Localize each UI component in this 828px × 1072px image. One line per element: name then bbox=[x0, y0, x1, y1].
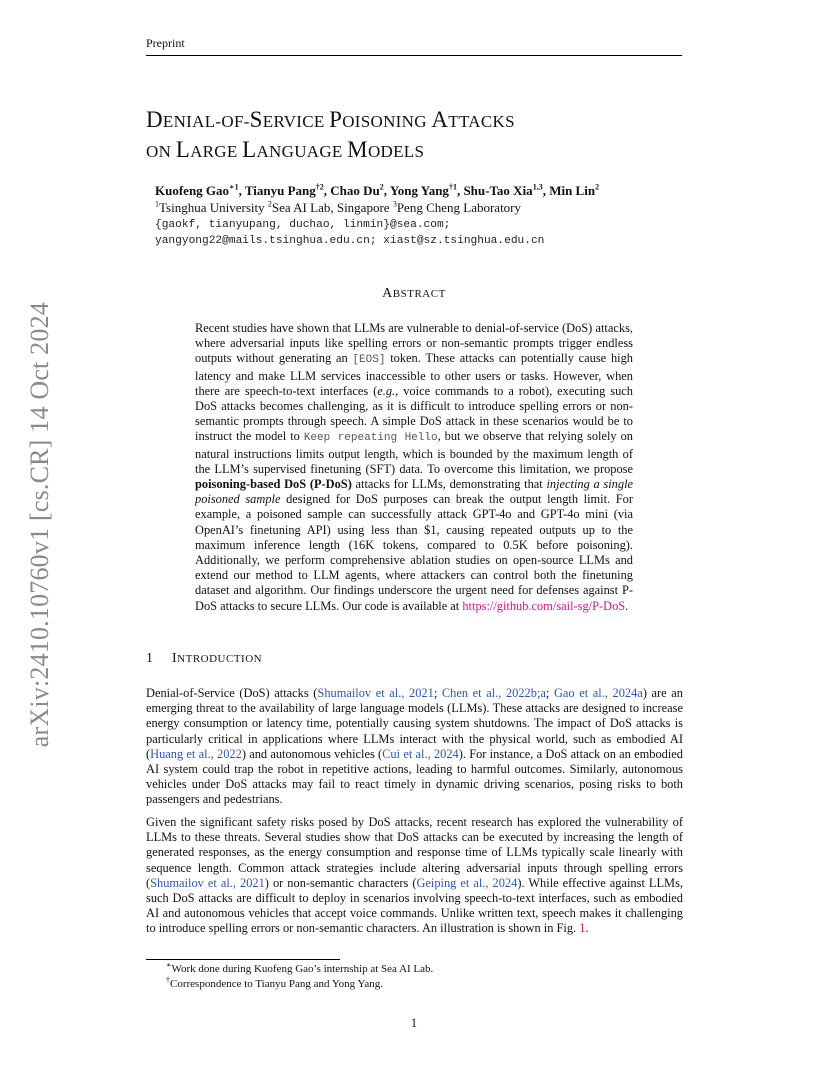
text-run: ) or non-semantic characters ( bbox=[264, 875, 417, 890]
citation-link[interactable]: Cui et al., 2024 bbox=[382, 746, 459, 761]
text-run: Denial-of-Service (DoS) attacks ( bbox=[146, 686, 318, 700]
author-mark: †1 bbox=[448, 182, 457, 192]
italic-eg: e.g., bbox=[377, 383, 399, 398]
citation-link[interactable]: Shumailov et al., 2021 bbox=[150, 875, 265, 890]
section-heading-introduction bbox=[146, 651, 686, 667]
footnotes bbox=[166, 962, 686, 992]
author-name: Chao Du bbox=[330, 183, 380, 198]
title-smallcaps: OISONING bbox=[342, 112, 432, 131]
abstract-text bbox=[195, 321, 633, 614]
title-cap: A bbox=[431, 107, 449, 132]
arxiv-stamp-text: arXiv:2410.10760v1 [cs.CR] 14 Oct 2024 bbox=[25, 302, 54, 748]
citation-link[interactable]: Huang et al., 2022 bbox=[150, 746, 242, 761]
author-block bbox=[155, 182, 695, 249]
text-run: token. These attacks can potentially cause high latency and make LLM services inaccessible to other users or tasks. However, when there are speech-to-text interfaces ( bbox=[195, 351, 633, 398]
footnote-mark: † bbox=[166, 975, 170, 985]
footnote-rule bbox=[146, 959, 340, 960]
text-run: ; bbox=[433, 686, 442, 700]
text-run: ; bbox=[545, 686, 554, 700]
author-name: Tianyu Pang bbox=[244, 183, 316, 198]
author-mark: 2 bbox=[595, 182, 600, 192]
text-run: designed for DoS purposes can break the output length limit. For example, a poisoned sample can successfully attack GPT-4o and GPT-4o mini (via OpenAI’s finetuning API) using less than $1, causing repeated outputs up to the maximum inference length (16K tokens, compared to 0.5K before poisoning). Additionally, we perform comprehensive ablation studies on open-source LLMs and extend our method to LLM agents, where attackers can control both the finetuning dataset and algorithm. Our findings underscore the urgent need for defenses against P-DoS attacks to secure LLMs. Our code is available at bbox=[195, 492, 633, 613]
text-run: . bbox=[625, 598, 629, 613]
arxiv-stamp bbox=[20, 290, 60, 760]
title-cap: M bbox=[347, 137, 368, 162]
title-cap: L bbox=[175, 137, 191, 162]
text-run: ) are an emerging threat to the availability of large language models (LLMs). These attacks are designed to increase energy consumption or latency time, potentially causing system shutdowns. The impact of DoS attacks is particularly critical in applications where LLMs interact with the physical world, such as embodied AI ( bbox=[146, 686, 683, 761]
footnote-text: Work done during Kuofeng Gao’s internship at Sea AI Lab. bbox=[171, 963, 434, 975]
affiliation: Tsinghua University bbox=[159, 200, 268, 215]
title-line-2 bbox=[146, 136, 686, 166]
affiliations bbox=[155, 199, 695, 216]
title-smallcaps: ERVICE bbox=[262, 112, 330, 131]
text-run: attacks for LLMs, demonstrating that bbox=[351, 477, 547, 492]
intro-paragraph-1 bbox=[146, 686, 683, 808]
separator: , bbox=[456, 183, 464, 198]
affiliation-mark: 1 bbox=[155, 199, 159, 209]
heading-cap: I bbox=[172, 651, 178, 666]
text-run: voice commands to a robot), executing such DoS attacks becomes challenging, as it is difficult to introduce spelling errors or non-semantic prompts through speech. A simple DoS attack in these scenarios would be to instruct the model to bbox=[195, 383, 634, 444]
author-mark: 1,3 bbox=[532, 182, 543, 192]
code-repo-link[interactable]: https://github.com/sail-sg/P-DoS bbox=[462, 598, 626, 613]
title-cap: D bbox=[146, 107, 163, 132]
author-mark: ∗1 bbox=[229, 182, 239, 192]
affiliation-mark: 2 bbox=[267, 199, 272, 209]
text-run: ) and autonomous vehicles ( bbox=[241, 746, 383, 761]
author-name: Kuofeng Gao bbox=[155, 183, 230, 198]
author-name: Shu-Tao Xia bbox=[463, 183, 533, 198]
text-run: Given the significant safety risks posed by DoS attacks, recent research has explored the vulnerability of LLMs to these threats. Several studies show that DoS attacks can be executed by increasing the length of generated responses, as the energy consumption and response time of LLMs typically scale linearly with sequence length. Common attack strategies include altering adversarial inputs through spelling errors ( bbox=[146, 815, 683, 890]
separator: , bbox=[238, 183, 245, 198]
text-run: . bbox=[585, 921, 589, 936]
code-keep-repeating: Keep repeating Hello bbox=[303, 432, 438, 445]
italic-emphasis: injecting a single poisoned sample bbox=[195, 477, 634, 507]
title-smallcaps: ON bbox=[146, 142, 176, 161]
author-name: Min Lin bbox=[549, 183, 596, 198]
heading-cap: A bbox=[382, 286, 393, 301]
author-mark: 2 bbox=[379, 182, 384, 192]
title-smallcaps: ENIAL-OF- bbox=[162, 112, 250, 131]
title-cap: S bbox=[249, 107, 263, 132]
heading-smallcaps: BSTRACT bbox=[392, 288, 446, 300]
title-cap: L bbox=[242, 137, 257, 162]
citation-link[interactable]: Chen et al., 2022b;a bbox=[441, 686, 546, 700]
author-mark: †2 bbox=[315, 182, 324, 192]
affiliation: Sea AI Lab, Singapore bbox=[271, 200, 393, 215]
citation-link[interactable]: Gao et al., 2024a bbox=[553, 686, 643, 700]
email-line: yangyong22@mails.tsinghua.edu.cn; xiast@sz.tsinghua.edu.cn bbox=[155, 235, 545, 247]
title-line-1 bbox=[146, 106, 686, 136]
separator: , bbox=[542, 183, 550, 198]
footnote-1 bbox=[166, 962, 686, 977]
title-smallcaps: ODELS bbox=[367, 142, 425, 161]
email-line: {gaokf, tianyupang, duchao, linmin}@sea.com; bbox=[155, 219, 451, 231]
citation-link[interactable]: Shumailov et al., 2021 bbox=[317, 686, 434, 700]
separator: , bbox=[323, 183, 331, 198]
citation-link[interactable]: Geiping et al., 2024 bbox=[416, 875, 518, 890]
page-number: 1 bbox=[410, 1016, 418, 1030]
paper-title bbox=[146, 106, 686, 166]
text-run: ). For instance, a DoS attack on an embodied AI system could trap the robot in repetitive actions, leading to harmful outcomes. Similarly, autonomous vehicles under DoS attacks may fail to react timely in dynamic driving scenarios, posing risks to both passengers and pedestrians. bbox=[146, 746, 683, 807]
title-cap: P bbox=[329, 107, 343, 132]
affiliation: Peng Cheng Laboratory bbox=[396, 200, 522, 215]
heading-smallcaps: NTRODUCTION bbox=[177, 653, 263, 665]
title-smallcaps: TTACKS bbox=[448, 112, 515, 131]
section-number: 1 bbox=[146, 651, 154, 666]
figure-ref-link[interactable]: 1 bbox=[579, 921, 586, 936]
bold-pdos: poisoning-based DoS (P-DoS) bbox=[195, 477, 352, 492]
running-header: Preprint bbox=[146, 36, 682, 56]
footnote-2 bbox=[166, 977, 686, 992]
author-name: Yong Yang bbox=[389, 183, 449, 198]
separator: , bbox=[383, 183, 390, 198]
footnote-mark: ∗ bbox=[166, 960, 172, 970]
intro-paragraph-2 bbox=[146, 815, 683, 937]
author-emails bbox=[155, 217, 695, 249]
eos-token: [EOS] bbox=[352, 354, 386, 367]
footnote-text: Correspondence to Tianyu Pang and Yong Yang. bbox=[170, 978, 383, 990]
author-names bbox=[155, 182, 695, 199]
text-run: Recent studies have shown that LLMs are vulnerable to denial-of-service (DoS) attacks, where adversarial inputs like spelling errors or non-semantic prompts trigger endless outputs without generating an bbox=[195, 321, 633, 366]
text-run: , but we observe that relying solely on natural instructions limits output length, which is bounded by the maximum length of the LLM’s supervised finetuning (SFT) data. To overcome this limitation, we propose bbox=[195, 429, 633, 476]
title-smallcaps: ANGUAGE bbox=[256, 142, 348, 161]
affiliation-mark: 3 bbox=[392, 199, 397, 209]
abstract-heading bbox=[0, 286, 828, 302]
title-smallcaps: ARGE bbox=[190, 142, 243, 161]
text-run: ). While effective against LLMs, such DoS attacks are difficult to deploy in scenarios involving speech-to-text interfaces, such as embodied AI and autonomous vehicles that accept voice commands. Unlike written text, speech makes it challenging to introduce spelling errors or non-semantic characters. An illustration is shown in Fig. bbox=[146, 875, 683, 936]
